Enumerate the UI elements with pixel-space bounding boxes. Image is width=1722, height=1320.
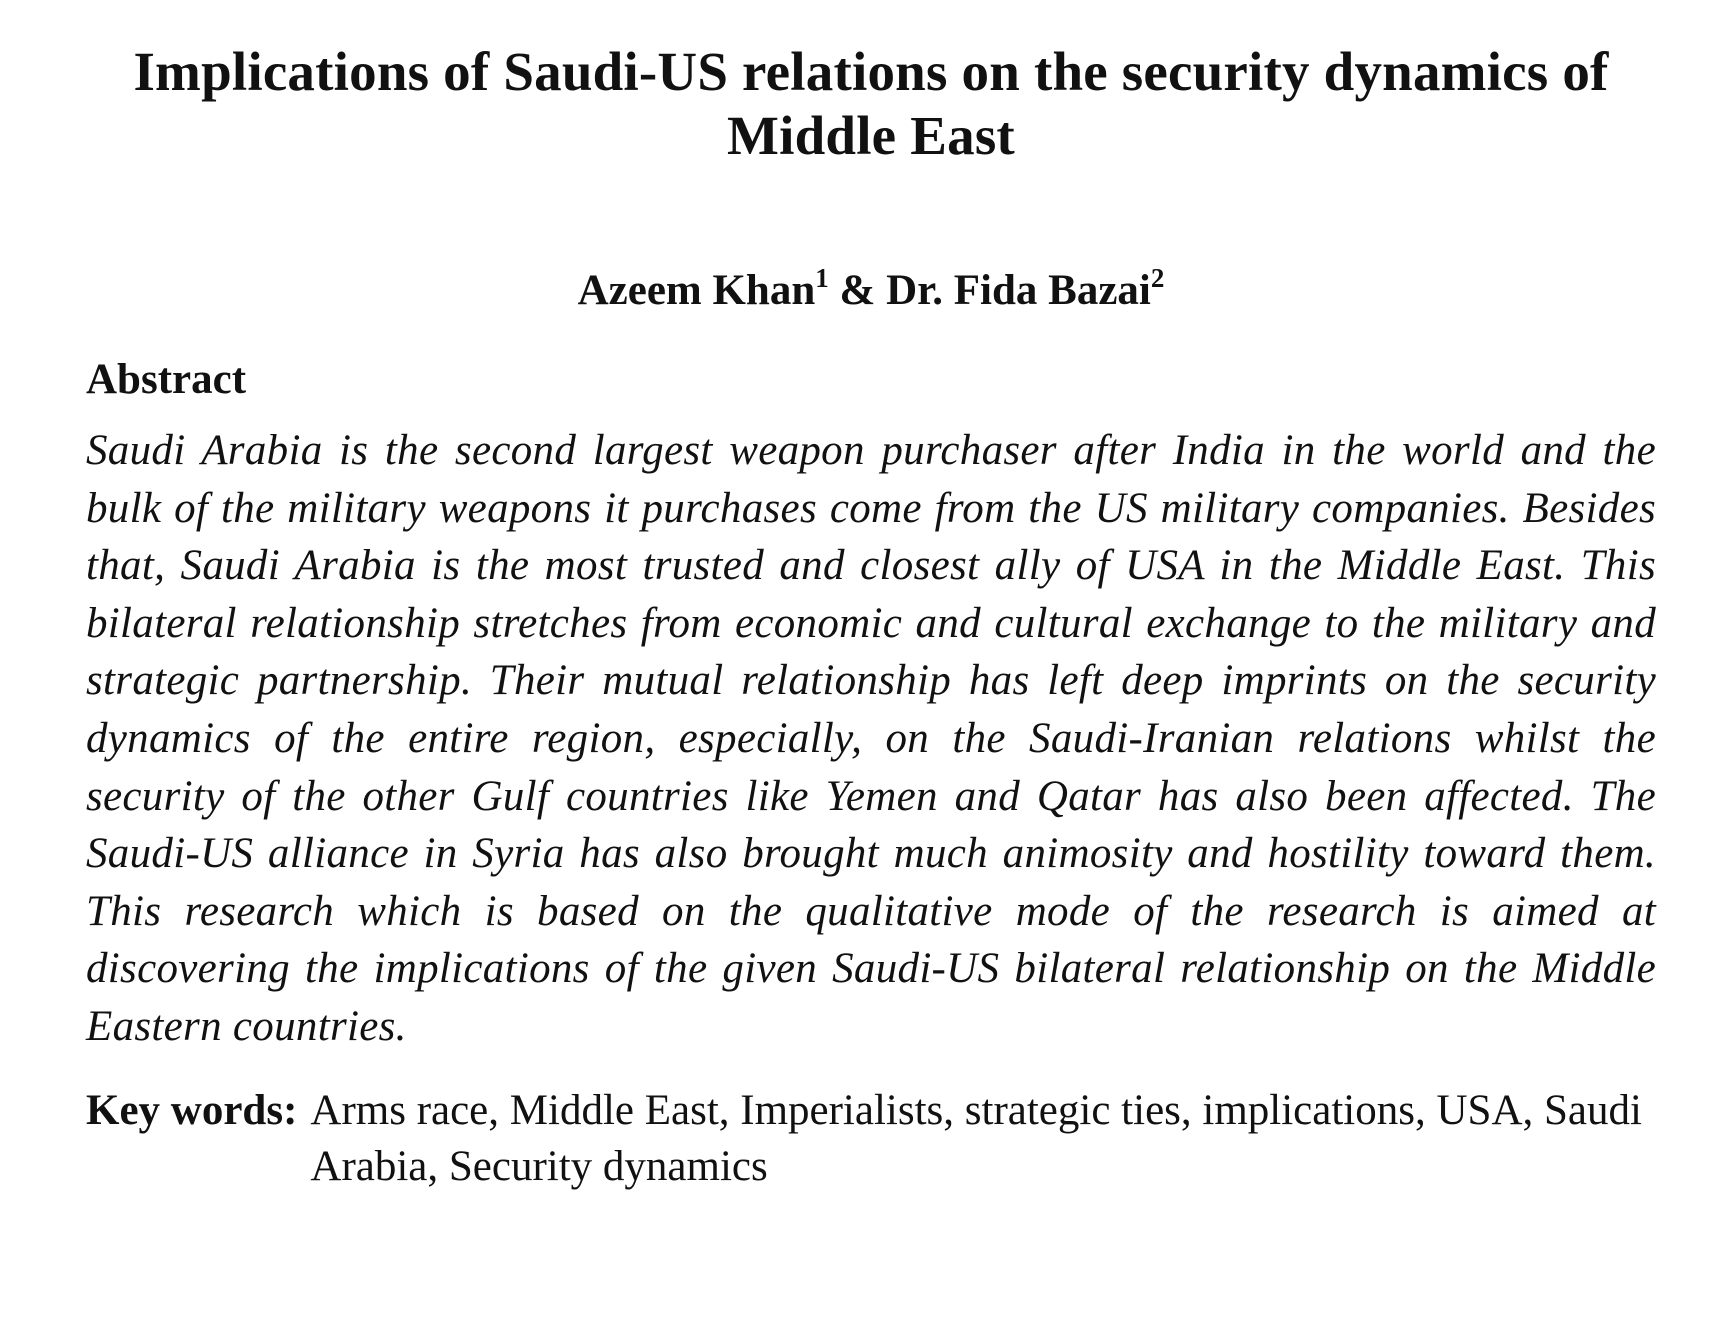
title-line-2: Middle East [727, 105, 1015, 166]
affiliation-mark: 2 [1150, 263, 1165, 293]
title-line-1: Implications of Saudi-US relations on the security dynamics of [133, 41, 1609, 102]
author-name: Azeem Khan [577, 267, 816, 314]
author-separator: & [828, 267, 887, 314]
keywords-list: Arms race, Middle East, Imperialists, strategic ties, implications, USA, Saudi Arabia, Security dynamics [310, 1086, 1642, 1190]
keywords-label: Key words: [86, 1086, 298, 1134]
abstract-body: Saudi Arabia is the second largest weapon purchaser after India in the world and the bulk of the military weapons it purchases come from the US military companies. Besides that, Saudi Arabia is the most trusted and closest ally of USA in the Middle East. This bilateral relationship stretches from economic and cultural exchange to the military and strategic partnership. Their mutual relationship has left deep imprints on the security dynamics of the entire region, especially, on the Saudi-Iranian relations whilst the security of the other Gulf countries like Yemen and Qatar has also been affected. The Saudi-US alliance in Syria has also brought much animosity and hostility toward them. This research which is based on the qualitative mode of the research is aimed at discovering the implications of the given Saudi-US bilateral relationship on the Middle Eastern countries. [86, 427, 1656, 1050]
keywords [86, 1083, 1656, 1195]
paper-page [86, 40, 1656, 1195]
paper-title [86, 40, 1656, 168]
affiliation-mark: 1 [815, 263, 829, 293]
author-line [86, 263, 1656, 316]
abstract-heading: Abstract [86, 356, 247, 403]
author-name: Dr. Fida Bazai [886, 267, 1151, 314]
